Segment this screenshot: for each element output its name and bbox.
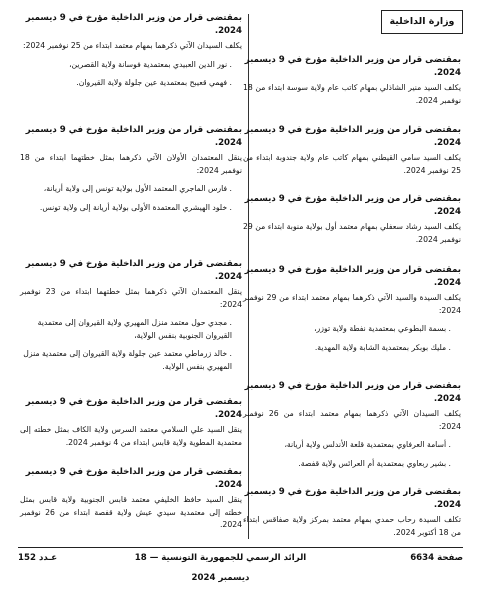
bullet-text: أسامة العرفاوي بمعتمدية قلعة الأندلس ولاية أريانة، bbox=[284, 440, 447, 449]
decree-bullet: . خلود الهيشري المعتمدة الأولى بولاية أريانة إلى ولاية تونس. bbox=[39, 202, 232, 212]
decree-heading: بمقتضى قرار من وزير الداخلية مؤرخ في 9 ديسمبر 2024. bbox=[244, 55, 461, 78]
decree-text: يكلف السيدة والسيد الآتي ذكرهما بمهام معتمد ابتداء من 29 نوفمبر 2024: bbox=[243, 293, 461, 315]
issue-number: عـدد 152 bbox=[18, 553, 58, 563]
page-number: صفحة 6634 bbox=[410, 553, 463, 563]
decree-heading: بمقتضى قرار من وزير الداخلية مؤرخ في 9 ديسمبر 2024. bbox=[244, 125, 461, 148]
decree-bullet: . خالد زرماطي معتمد عين جلولة ولاية القيروان إلى معتمدية منزل المهيري بنفس الولاية. bbox=[23, 349, 232, 371]
bullet-text: مجدي حول معتمد منزل المهيري ولاية القيروان إلى معتمدية القيروان الجنوبية بنفس الولاية، bbox=[37, 318, 232, 340]
decree-heading: بمقتضى قرار من وزير الداخلية مؤرخ في 9 ديسمبر 2024. bbox=[25, 397, 242, 420]
decree-block bbox=[20, 12, 242, 90]
decree-block bbox=[20, 124, 242, 214]
decree-block bbox=[243, 54, 461, 107]
decree-bullet: . بسمة البطوعي بمعتمدية نفطة ولاية توزر، bbox=[314, 324, 451, 333]
decree-text: يكلف السيد منير الشاذلي بمهام كاتب عام ولاية سوسة ابتداء من 18 نوفمبر 2024. bbox=[243, 83, 461, 105]
decree-block bbox=[243, 193, 461, 246]
decree-text: ينقل المعتمدان الآتي ذكرهما بمثل خطتهما ابتداء من 23 نوفمبر 2024: bbox=[20, 287, 242, 309]
decree-bullet: . مجدي حول معتمد منزل المهيري ولاية القيروان إلى معتمدية القيروان الجنوبية بنفس الولاية، bbox=[37, 318, 232, 340]
decree-bullet: . نور الدين العبيدي بمعتمدية فوسانة ولاية القصرين، bbox=[69, 59, 232, 69]
bullet-text: مليك بوبكر بمعتمدية الشابة ولاية المهدية. bbox=[314, 342, 447, 352]
decree-bullet: . مليك بوبكر بمعتمدية الشابة ولاية المهدية. bbox=[314, 342, 451, 352]
decree-heading: بمقتضى قرار من وزير الداخلية مؤرخ في 9 ديسمبر 2024. bbox=[244, 487, 461, 510]
decree-heading: بمقتضى قرار من وزير الداخلية مؤرخ في 9 ديسمبر 2024. bbox=[25, 125, 242, 148]
ministry-header-box: وزارة الداخلية bbox=[381, 10, 463, 34]
decree-heading: بمقتضى قرار من وزير الداخلية مؤرخ في 9 ديسمبر 2024. bbox=[25, 259, 242, 282]
decree-bullet: . فارس الماجري المعتمد الأول بولاية تونس إلى ولاية أريانة، bbox=[43, 184, 232, 193]
decree-heading: بمقتضى قرار من وزير الداخلية مؤرخ في 9 ديسمبر 2024. bbox=[244, 265, 461, 288]
decree-heading: بمقتضى قرار من وزير الداخلية مؤرخ في 9 ديسمبر 2024. bbox=[25, 467, 242, 490]
decree-block bbox=[243, 380, 461, 470]
decree-text: ينقل السيد علي السلامي معتمد السرس ولاية الكاف بمثل خطته إلى معتمدية المطوية ولاية قابس ابتداء من 4 نوفمبر 2024. bbox=[20, 425, 242, 447]
decree-block bbox=[243, 124, 461, 177]
decree-heading: بمقتضى قرار من وزير الداخلية مؤرخ في 9 ديسمبر 2024. bbox=[25, 13, 242, 36]
decree-text: يكلف السيد سامي القيطني بمهام كاتب عام ولاية جندوبة ابتداء من 25 نوفمبر 2024. bbox=[243, 153, 461, 175]
bullet-text: فارس الماجري المعتمد الأول بولاية تونس إلى ولاية أريانة، bbox=[43, 184, 228, 193]
decree-text: تكلف السيدة رحاب حمدي بمهام معتمد بمركز ولاية صفاقس ابتداء من 18 أكتوبر 2024. bbox=[243, 515, 461, 537]
bullet-text: بشير ربعاوي بمعتمدية أم العرائس ولاية قفصة. bbox=[298, 458, 447, 468]
decree-block bbox=[20, 466, 242, 532]
decree-text: يكلف السيد رشاد سعفلي بمهام معتمد أول بولاية منوبة ابتداء من 29 نوفمبر 2024. bbox=[243, 222, 461, 244]
decree-block bbox=[243, 264, 461, 354]
bullet-text: نور الدين العبيدي بمعتمدية فوسانة ولاية القصرين، bbox=[69, 59, 228, 69]
bullet-text: فهمي قعيبح بمعتمدية عين جلولة ولاية القيروان. bbox=[76, 78, 228, 87]
decree-block bbox=[243, 486, 461, 539]
decree-heading: بمقتضى قرار من وزير الداخلية مؤرخ في 9 ديسمبر 2024. bbox=[244, 194, 461, 217]
bullet-text: خالد زرماطي معتمد عين جلولة ولاية القيروان إلى معتمدية منزل المهيري بنفس الولاية. bbox=[23, 349, 232, 371]
bullet-text: خلود الهيشري المعتمدة الأولى بولاية أريانة إلى ولاية تونس. bbox=[39, 202, 228, 212]
bullet-text: بسمة البطوعي بمعتمدية نفطة ولاية توزر، bbox=[314, 324, 447, 333]
decree-bullet: . أسامة العرفاوي بمعتمدية قلعة الأندلس ولاية أريانة، bbox=[284, 440, 451, 449]
decree-text: يكلف السيدان الآتي ذكرهما بمهام معتمد ابتداء من 26 نوفمبر 2024: bbox=[243, 409, 461, 431]
page-footer bbox=[18, 547, 463, 583]
decree-bullet: . فهمي قعيبح بمعتمدية عين جلولة ولاية القيروان. bbox=[76, 78, 232, 87]
gazette-title-date: الرائد الرسمي للجمهورية التونسية — 18 ديسمبر 2024 bbox=[134, 553, 307, 583]
decree-block bbox=[20, 258, 242, 373]
decree-text: ينقل السيد حافظ الخليفي معتمد قابس الجنوبية ولاية قابس بمثل خطته إلى معتمدية سيدي عيش ولاية قفصة ابتداء من 26 نوفمبر 2024. bbox=[20, 495, 242, 529]
decree-heading: بمقتضى قرار من وزير الداخلية مؤرخ في 9 ديسمبر 2024. bbox=[244, 381, 461, 404]
decree-text: يكلف السيدان الآتي ذكرهما بمهام معتمد ابتداء من 25 نوفمبر 2024: bbox=[22, 41, 242, 50]
decree-text: ينقل المعتمدان الأولان الآتي ذكرهما بمثل خطتهما ابتداء من 18 نوفمبر 2024: bbox=[20, 153, 242, 175]
decree-bullet: . بشير ربعاوي بمعتمدية أم العرائس ولاية قفصة. bbox=[298, 458, 451, 468]
decree-block bbox=[20, 396, 242, 449]
